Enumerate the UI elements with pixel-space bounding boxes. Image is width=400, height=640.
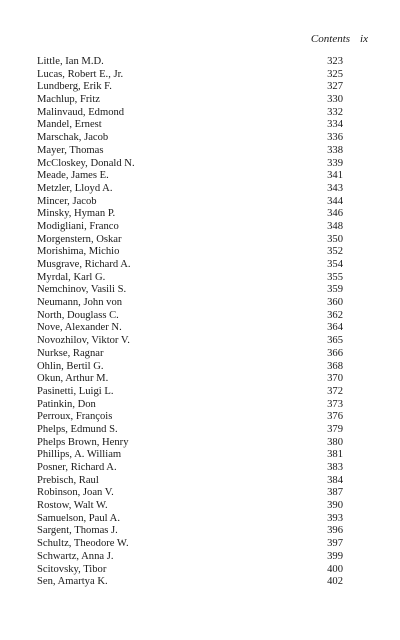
entry-name: Ohlin, Bertil G. xyxy=(37,360,104,372)
entry-page-number: 384 xyxy=(327,474,343,486)
entry-page-number: 370 xyxy=(327,373,343,385)
entry-page-number: 380 xyxy=(327,436,343,448)
entry-page-number: 400 xyxy=(327,563,343,575)
entry-name: Prebisch, Raul xyxy=(37,474,99,486)
contents-entry xyxy=(37,310,343,323)
contents-entry xyxy=(37,196,343,209)
contents-entry xyxy=(37,487,343,500)
entry-name: Mandel, Ernest xyxy=(37,119,102,131)
contents-entry xyxy=(37,551,343,564)
entry-name: Minsky, Hyman P. xyxy=(37,208,116,220)
entry-name: Phelps, Edmund S. xyxy=(37,423,118,435)
contents-entry xyxy=(37,132,343,145)
entry-name: Neumann, John von xyxy=(37,297,123,309)
contents-entry xyxy=(37,297,343,310)
entry-name: Posner, Richard A. xyxy=(37,462,117,473)
contents-entry xyxy=(37,525,343,538)
contents-entry xyxy=(37,399,343,412)
entry-name: Perroux, François xyxy=(37,411,113,423)
contents-entry xyxy=(37,221,343,234)
contents-entry xyxy=(37,272,343,285)
entry-page-number: 338 xyxy=(327,144,343,156)
contents-entry xyxy=(37,56,343,69)
entry-name: Sargent, Thomas J. xyxy=(37,525,118,537)
contents-entry xyxy=(37,208,343,221)
contents-entry xyxy=(37,449,343,462)
contents-entry xyxy=(37,246,343,259)
entry-page-number: 355 xyxy=(327,271,343,283)
entry-name: Morishima, Michio xyxy=(37,246,120,258)
entry-page-number: 352 xyxy=(327,246,343,258)
contents-entry xyxy=(37,475,343,488)
entry-page-number: 364 xyxy=(327,322,343,334)
entry-name: Robinson, Joan V. xyxy=(37,487,114,499)
entry-name: Rostow, Walt W. xyxy=(37,500,108,512)
entry-name: Machlup, Fritz xyxy=(37,94,100,106)
entry-page-number: 332 xyxy=(327,106,343,118)
entry-page-number: 362 xyxy=(327,309,343,321)
entry-page-number: 339 xyxy=(327,157,343,169)
contents-entry xyxy=(37,513,343,526)
entry-name: Lundberg, Erik F. xyxy=(37,81,112,93)
contents-entry xyxy=(37,500,343,513)
contents-entry xyxy=(37,158,343,171)
entry-page-number: 381 xyxy=(327,449,343,461)
entry-page-number: 359 xyxy=(327,284,343,296)
entry-name: Okun, Arthur M. xyxy=(37,373,109,385)
entry-page-number: 368 xyxy=(327,360,343,372)
contents-entry xyxy=(37,284,343,297)
entry-page-number: 344 xyxy=(327,195,343,207)
entry-name: Novozhilov, Viktor V. xyxy=(37,335,130,347)
entry-page-number: 325 xyxy=(327,68,343,80)
entry-page-number: 348 xyxy=(327,220,343,232)
contents-entry xyxy=(37,81,343,94)
contents-entry xyxy=(37,564,343,577)
entry-page-number: 376 xyxy=(327,411,343,423)
entry-name: North, Douglass C. xyxy=(37,309,119,321)
entry-name: Sen, Amartya K. xyxy=(37,576,108,588)
entry-page-number: 366 xyxy=(327,347,343,359)
entry-page-number: 397 xyxy=(327,538,343,550)
entry-page-number: 372 xyxy=(327,385,343,397)
entry-name: Pasinetti, Luigi L. xyxy=(37,385,114,397)
page-folio: ix xyxy=(360,33,368,45)
contents-entry xyxy=(37,145,343,158)
entry-name: Modigliani, Franco xyxy=(37,220,119,232)
entry-name: Patinkin, Don xyxy=(37,398,96,410)
entry-page-number: 379 xyxy=(327,423,343,435)
contents-entry xyxy=(37,259,343,272)
running-head xyxy=(311,33,368,45)
entry-name: Malinvaud, Edmond xyxy=(37,106,125,118)
entry-page-number: 343 xyxy=(327,182,343,194)
entry-name: Morgenstern, Oskar xyxy=(37,233,122,245)
entry-name: Samuelson, Paul A. xyxy=(37,512,120,524)
contents-entry xyxy=(37,69,343,82)
entry-page-number: 350 xyxy=(327,233,343,245)
entry-page-number: 373 xyxy=(327,398,343,410)
entry-name: Little, Ian M.D. xyxy=(37,56,104,67)
contents-entry xyxy=(37,386,343,399)
entry-name: Schwartz, Anna J. xyxy=(37,550,114,562)
entry-page-number: 365 xyxy=(327,335,343,347)
entry-name: Scitovsky, Tibor xyxy=(37,563,107,575)
entry-name: Nurkse, Ragnar xyxy=(37,347,104,359)
entry-page-number: 354 xyxy=(327,259,343,270)
contents-entry xyxy=(37,335,343,348)
entry-name: Metzler, Lloyd A. xyxy=(37,182,113,194)
entry-name: Meade, James E. xyxy=(37,170,109,182)
entry-name: Schultz, Theodore W. xyxy=(37,538,129,550)
entry-page-number: 323 xyxy=(327,56,343,67)
entry-page-number: 336 xyxy=(327,132,343,144)
entry-page-number: 341 xyxy=(327,170,343,182)
entry-page-number: 360 xyxy=(327,297,343,309)
contents-entry xyxy=(37,462,343,475)
contents-entry xyxy=(37,361,343,374)
entry-name: Musgrave, Richard A. xyxy=(37,259,131,270)
contents-entry xyxy=(37,373,343,386)
contents-entry xyxy=(37,437,343,450)
contents-entry xyxy=(37,170,343,183)
entry-name: Nove, Alexander N. xyxy=(37,322,122,334)
contents-entry xyxy=(37,348,343,361)
contents-entry xyxy=(37,424,343,437)
entry-page-number: 330 xyxy=(327,94,343,106)
contents-entry xyxy=(37,538,343,551)
contents-list xyxy=(37,56,343,589)
entry-name: McCloskey, Donald N. xyxy=(37,157,135,169)
entry-page-number: 390 xyxy=(327,500,343,512)
contents-entry xyxy=(37,411,343,424)
entry-name: Myrdal, Karl G. xyxy=(37,271,106,283)
contents-entry xyxy=(37,576,343,589)
contents-entry xyxy=(37,94,343,107)
entry-name: Marschak, Jacob xyxy=(37,132,109,144)
entry-page-number: 399 xyxy=(327,550,343,562)
entry-page-number: 346 xyxy=(327,208,343,220)
entry-page-number: 334 xyxy=(327,119,343,131)
entry-name: Phillips, A. William xyxy=(37,449,122,461)
entry-name: Phelps Brown, Henry xyxy=(37,436,129,448)
entry-page-number: 396 xyxy=(327,525,343,537)
entry-page-number: 387 xyxy=(327,487,343,499)
entry-page-number: 383 xyxy=(327,462,343,473)
entry-name: Lucas, Robert E., Jr. xyxy=(37,68,124,80)
entry-name: Mincer, Jacob xyxy=(37,195,97,207)
entry-page-number: 327 xyxy=(327,81,343,93)
contents-entry xyxy=(37,119,343,132)
entry-name: Nemchinov, Vasili S. xyxy=(37,284,127,296)
contents-entry xyxy=(37,107,343,120)
contents-entry xyxy=(37,234,343,247)
entry-page-number: 402 xyxy=(327,576,343,588)
running-head-title: Contents xyxy=(310,33,351,45)
entry-name: Mayer, Thomas xyxy=(37,144,104,156)
contents-entry xyxy=(37,322,343,335)
entry-page-number: 393 xyxy=(327,512,343,524)
contents-entry xyxy=(37,183,343,196)
